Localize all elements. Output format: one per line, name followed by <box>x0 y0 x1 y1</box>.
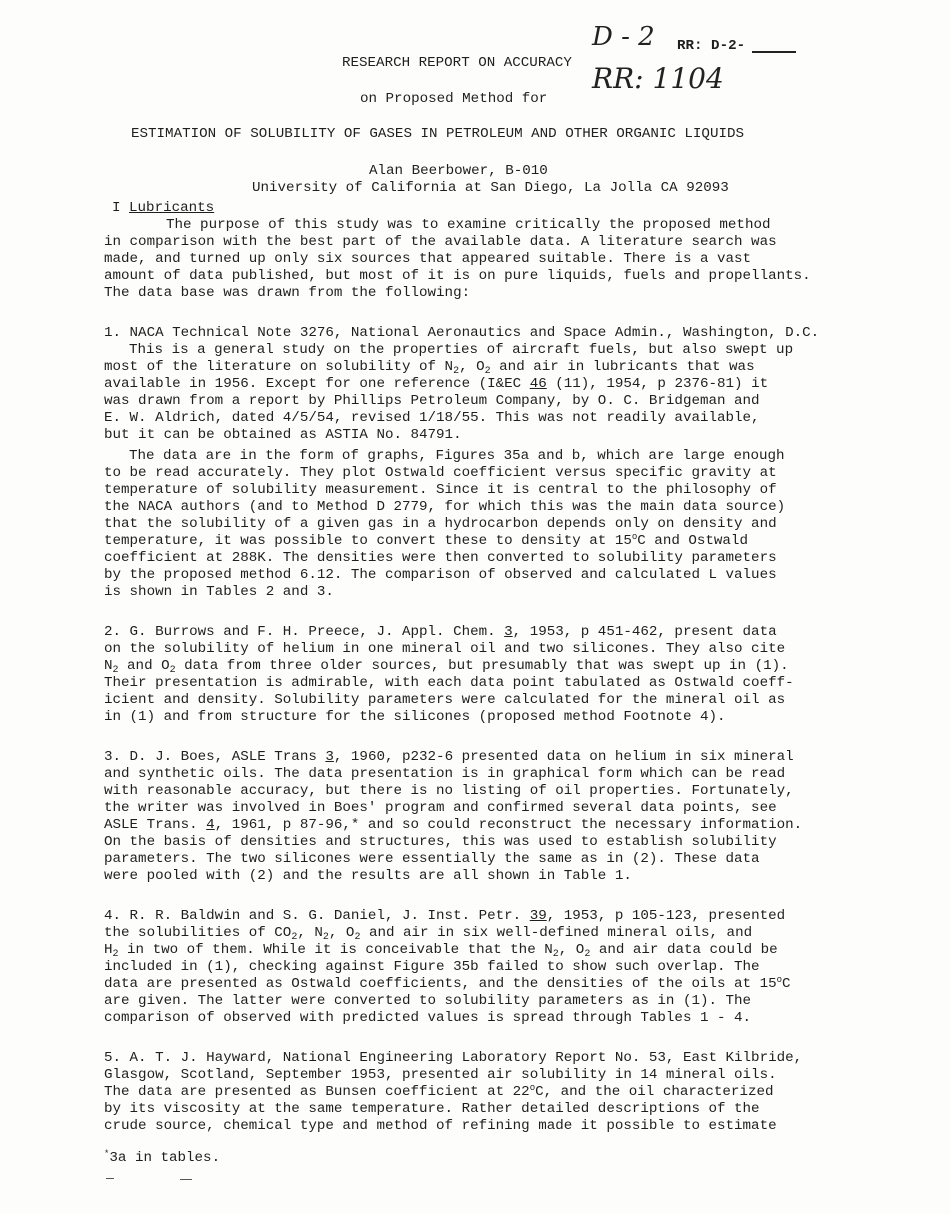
reference-2-line: in (1) and from structure for the silicones (proposed method Footnote 4). <box>104 709 726 725</box>
reference-4-line: comparison of observed with predicted values is spread through Tables 1 - 4. <box>104 1010 752 1026</box>
report-title: RESEARCH REPORT ON ACCURACY <box>342 55 572 71</box>
intro-line: amount of data published, but most of it is on pure liquids, fuels and propellants. <box>104 268 811 284</box>
reference-5-line: by its viscosity at the same temperature. Rather detailed descriptions of the <box>104 1101 760 1117</box>
reference-5-line: The data are presented as Bunsen coefficient at 22$^o$C, and the oil characterized <box>104 1083 774 1100</box>
footnote-marker: * <box>104 1149 110 1159</box>
scan-speck <box>106 1178 114 1179</box>
reference-4-line: $H_2$ in two of them. While it is conceivable that the $N_2$, $O_2$ and air data could be <box>104 942 778 960</box>
reference-4-line: included in (1), checking against Figure 35b failed to show such overlap. The <box>104 959 760 975</box>
handwritten-doc-code: D - 2 <box>592 22 655 52</box>
reference-5-line: Glasgow, Scotland, September 1953, presented air solubility in 14 mineral oils. <box>104 1067 777 1083</box>
reference-2-line: Their presentation is admirable, with each data point tabulated as Ostwald coeff- <box>104 675 794 691</box>
reference-1-citation: 1. NACA Technical Note 3276, National Aeronautics and Space Admin., Washington, D.C. <box>104 325 820 341</box>
report-subtitle: on Proposed Method for <box>360 91 548 107</box>
section-numeral: I <box>112 200 121 216</box>
reference-1-p2-line: to be read accurately. They plot Ostwald coefficient versus specific gravity at <box>104 465 777 481</box>
reference-3-line: with reasonable accuracy, but there is no listing of oil properties. Fortunately, <box>104 783 794 799</box>
reference-2-line: on the solubility of helium in one mineral oil and two silicones. They also cite <box>104 641 786 657</box>
reference-3-line: the writer was involved in Boes' program and confirmed several data points, see <box>104 800 777 816</box>
author-name: Alan Beerbower, B-010 <box>369 163 548 179</box>
reference-1-line: was drawn from a report by Phillips Petroleum Company, by O. C. Bridgeman and <box>104 393 760 409</box>
footnote <box>104 1150 220 1167</box>
intro-line: The purpose of this study was to examine critically the proposed method <box>166 217 771 233</box>
reference-2-line: icient and density. Solubility parameters were calculated for the mineral oil as <box>104 692 786 708</box>
footnote-text: 3a in tables. <box>109 1150 221 1166</box>
rr-label: RR: D-2- <box>677 38 746 54</box>
author-affiliation: University of California at San Diego, La Jolla CA 92093 <box>252 180 729 196</box>
reference-1-line: E. W. Aldrich, dated 4/5/54, revised 1/18/55. This was not readily available, <box>104 410 760 426</box>
reference-3-line: and synthetic oils. The data presentation is in graphical form which can be read <box>104 766 786 782</box>
reference-3-line: were pooled with (2) and the results are all shown in Table 1. <box>104 868 632 884</box>
reference-1-line: This is a general study on the properties of aircraft fuels, but also swept up <box>129 342 794 358</box>
report-topic: ESTIMATION OF SOLUBILITY OF GASES IN PETROLEUM AND OTHER ORGANIC LIQUIDS <box>131 126 744 142</box>
reference-1-line: available in 1956. Except for one reference (I&EC 46 (11), 1954, p 2376-81) it <box>104 376 769 392</box>
intro-line: in comparison with the best part of the available data. A literature search was <box>104 234 777 250</box>
reference-5-line: crude source, chemical type and method of refining made it possible to estimate <box>104 1118 777 1134</box>
reference-1-line: but it can be obtained as ASTIA No. 84791. <box>104 427 462 443</box>
reference-1-p2-line: coefficient at 288K. The densities were then converted to solubility parameters <box>104 550 777 566</box>
reference-1-p2-line: is shown in Tables 2 and 3. <box>104 584 334 600</box>
reference-3-citation: 3. D. J. Boes, ASLE Trans 3, 1960, p232-6 presented data on helium in six mineral <box>104 749 794 765</box>
reference-1-p2-line: that the solubility of a given gas in a hydrocarbon depends only on density and <box>104 516 777 532</box>
reference-3-line: ASLE Trans. 4, 1961, p 87-96,* and so could reconstruct the necessary information. <box>104 817 803 833</box>
reference-1-p2-line: The data are in the form of graphs, Figures 35a and b, which are large enough <box>129 448 785 464</box>
scan-speck <box>180 1179 192 1180</box>
handwritten-report-number: RR: 1104 <box>592 62 724 95</box>
reference-4-citation: 4. R. R. Baldwin and S. G. Daniel, J. Inst. Petr. 39, 1953, p 105-123, presented <box>104 908 786 924</box>
intro-line: made, and turned up only six sources that appeared suitable. There is a vast <box>104 251 752 267</box>
reference-1-p2-line: the NACA authors (and to Method D 2779, for which this was the main data source) <box>104 499 786 515</box>
reference-1-p2-line: by the proposed method 6.12. The comparison of observed and calculated L values <box>104 567 777 583</box>
reference-4-line: the solubilities of $CO_2$, $N_2$, $O_2$ and air in six well-defined mineral oils, and <box>104 925 753 943</box>
reference-1-p2-line: temperature, it was possible to convert these to density at 15$^o$C and Ostwald <box>104 532 748 549</box>
reference-2-line: $N_2$ and $O_2$ data from three older sources, but presumably that was swept up in (1). <box>104 658 789 676</box>
reference-5-citation: 5. A. T. J. Hayward, National Engineering Laboratory Report No. 53, East Kilbride, <box>104 1050 803 1066</box>
rr-blank-underline <box>752 51 796 53</box>
reference-4-line: are given. The latter were converted to solubility parameters as in (1). The <box>104 993 752 1009</box>
reference-1-line: most of the literature on solubility of $N_2$, $O_2$ and air in lubricants that was <box>104 359 755 377</box>
intro-line: The data base was drawn from the following: <box>104 285 471 301</box>
section-heading <box>112 200 214 217</box>
reference-2-citation: 2. G. Burrows and F. H. Preece, J. Appl. Chem. 3, 1953, p 451-462, present data <box>104 624 777 640</box>
reference-1-p2-line: temperature of solubility measurement. Since it is central to the philosophy of <box>104 482 777 498</box>
reference-3-line: On the basis of densities and structures, this was used to establish solubility <box>104 834 777 850</box>
reference-3-line: parameters. The two silicones were essentially the same as in (2). These data <box>104 851 760 867</box>
section-title: Lubricants <box>129 200 215 216</box>
reference-4-line: data are presented as Ostwald coefficients, and the densities of the oils at 15$^o$C <box>104 975 791 992</box>
